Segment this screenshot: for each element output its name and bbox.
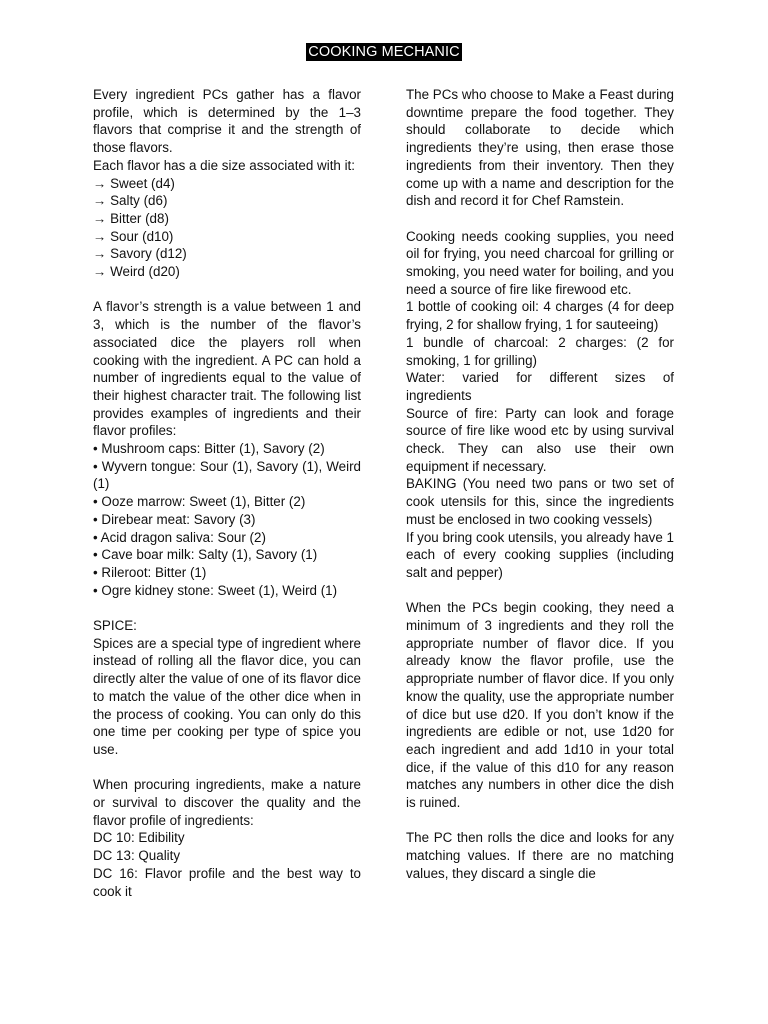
- paragraph: Cooking needs cooking supplies, you need oil for frying, you need charcoal for grilling or smoking, you need water for boiling, and you need a source of fire like firewood etc.: [406, 228, 674, 297]
- paragraph: • Wyvern tongue: Sour (1), Savory (1), Weird (1): [93, 458, 361, 492]
- paragraph: • Rileroot: Bitter (1): [93, 564, 207, 580]
- paragraph: • Ooze marrow: Sweet (1), Bitter (2): [93, 494, 306, 510]
- paragraph-spacer: [93, 599, 361, 617]
- paragraph: → Savory (d12): [93, 246, 187, 262]
- page-title: COOKING MECHANIC: [308, 44, 460, 60]
- paragraph: SPICE:: [93, 618, 137, 634]
- paragraph-spacer: [93, 281, 361, 299]
- title-wrapper: [0, 43, 768, 61]
- paragraph: If you bring cook utensils, you already have 1 each of every cooking supplies (including salt and pepper): [406, 529, 674, 580]
- paragraph: The PC then rolls the dice and looks for any matching values. If there are no matching values, they discard a single die: [406, 830, 674, 881]
- right-column: [406, 86, 674, 883]
- paragraph: Spices are a special type of ingredient where instead of rolling all the flavor dice, you can directly alter the value of one of its flavor dice to match the value of the other dice when in the process of cooking. You can only do this one time per cooking per type of spice you use.: [93, 635, 361, 757]
- paragraph-spacer: [406, 812, 674, 830]
- paragraph: When procuring ingredients, make a nature or survival to discover the quality and the flavor profile of ingredients:: [93, 777, 361, 828]
- paragraph: • Mushroom caps: Bitter (1), Savory (2): [93, 441, 325, 457]
- paragraph: • Cave boar milk: Salty (1), Savory (1): [93, 547, 318, 563]
- paragraph: • Acid dragon saliva: Sour (2): [93, 529, 266, 545]
- paragraph: • Ogre kidney stone: Sweet (1), Weird (1): [93, 582, 338, 598]
- paragraph: → Bitter (d8): [93, 210, 169, 226]
- paragraph: → Weird (d20): [93, 264, 180, 280]
- paragraph-spacer: [93, 759, 361, 777]
- paragraph: DC 16: Flavor profile and the best way to cook it: [93, 865, 361, 899]
- paragraph: A flavor’s strength is a value between 1 and 3, which is the number of the flavor’s associated dice the players roll when cooking with the ingredient. A PC can hold a number of ingredients equal to the value of their highest character trait. The following list provides examples of ingredients and their flavor profiles:: [93, 299, 361, 439]
- paragraph-spacer: [406, 210, 674, 228]
- paragraph: DC 10: Edibility: [93, 830, 185, 846]
- paragraph: → Sweet (d4): [93, 175, 175, 191]
- paragraph: Every ingredient PCs gather has a flavor profile, which is determined by the 1–3 flavors that comprise it and the strength of those flavors.: [93, 87, 361, 156]
- left-column: [93, 86, 361, 900]
- paragraph: Source of fire: Party can look and forage source of fire like wood etc by using survival check. They can also use their own equipment if necessary.: [406, 405, 674, 474]
- paragraph: DC 13: Quality: [93, 848, 181, 864]
- paragraph: When the PCs begin cooking, they need a minimum of 3 ingredients and they roll the appropriate number of flavor dice. If you already know the flavor profile, use the appropriate number of flavor dice. If you only know the quality, use the appropriate number of dice but use d20. If you don’t know if the ingredients are edible or not, use 1d20 for each ingredient and add 1d10 in your total dice, if the value of this d10 for any reason matches any numbers in other dice the dish is ruined.: [406, 600, 674, 811]
- paragraph-spacer: [406, 582, 674, 600]
- paragraph: 1 bottle of cooking oil: 4 charges (4 for deep frying, 2 for shallow frying, 1 for sauteeing): [406, 299, 674, 333]
- paragraph: → Sour (d10): [93, 228, 174, 244]
- paragraph: • Direbear meat: Savory (3): [93, 511, 256, 527]
- paragraph: BAKING (You need two pans or two set of cook utensils for this, since the ingredients must be enclosed in two cooking vessels): [406, 476, 674, 527]
- paragraph: Each flavor has a die size associated with it:: [93, 157, 355, 173]
- paragraph: 1 bundle of charcoal: 2 charges: (2 for smoking, 1 for grilling): [406, 334, 674, 368]
- paragraph: → Salty (d6): [93, 193, 168, 209]
- paragraph: The PCs who choose to Make a Feast during downtime prepare the food together. They should collaborate to decide which ingredients they’re using, then erase those ingredients from their inventory. Then they come up with a name and description for the dish and record it for Chef Ramstein.: [406, 87, 674, 209]
- paragraph: Water: varied for different sizes of ingredients: [406, 370, 674, 403]
